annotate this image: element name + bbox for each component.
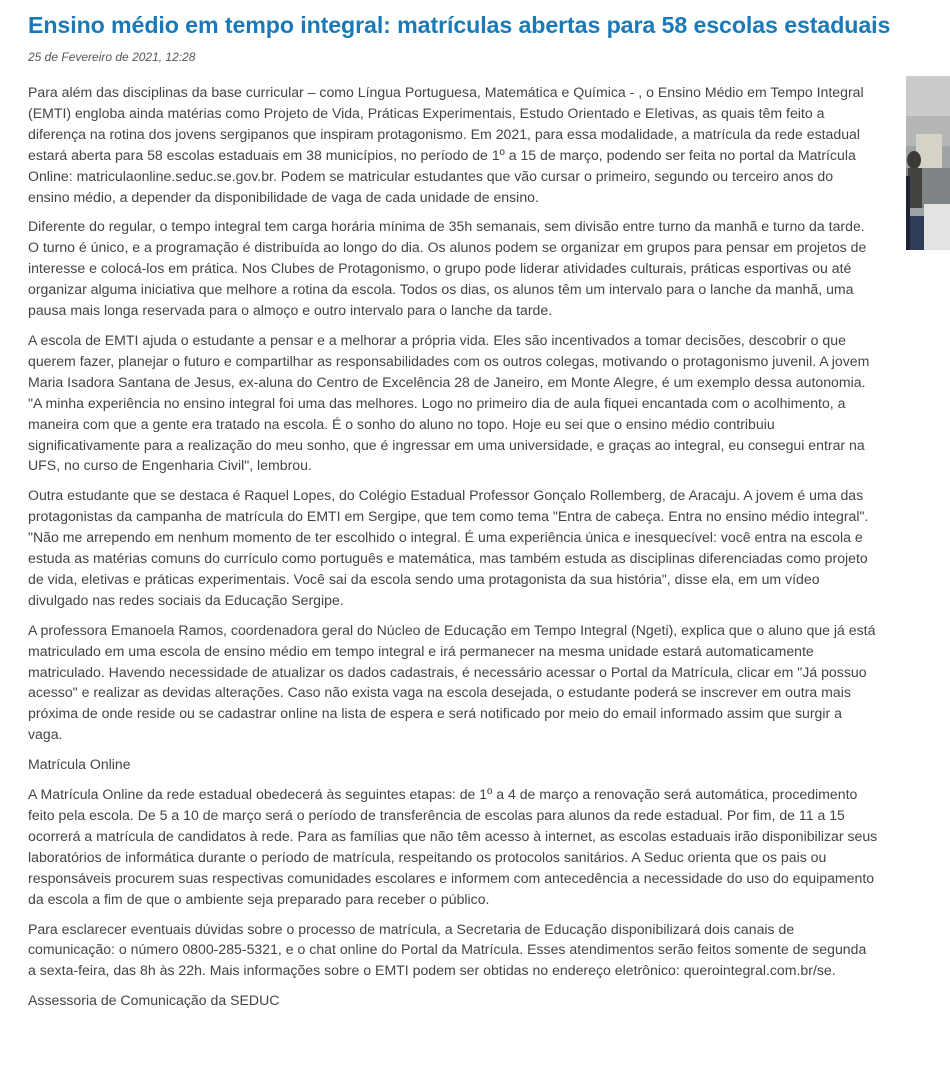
section-subheading: Matrícula Online [28,756,131,773]
paragraph-schedule: Diferente do regular, o tempo integral tem carga horária mínima de 35h semanais, sem divisão entre turno da manhã e turno da tarde. O turno é único, e a programação é distribuída ao longo do dia. Os alunos podem se organizar em grupos para pensar em projetos de interesse e colocá-los em prática. Nos Clubes de Protagonismo, o grupo pode liderar atividades culturais, práticas esportivas ou até organizar alguma iniciativa que melhore a rotina da escola. Todos os dias, os alunos têm um intervalo para o lanche da manhã, uma pausa mais longa reservada para o almoço e outro intervalo para o lanche da tarde. [28,218,867,319]
paragraph-testimonial-raquel: Outra estudante que se destaca é Raquel Lopes, do Colégio Estadual Professor Gonçalo Rollemberg, de Aracaju. A jovem é uma das protagonistas da campanha de matrícula do EMTI em Sergipe, que tem como tema "Entra de cabeça. Entra no ensino médio integral". "Não me arrependo em nenhum momento de ter escolhido o integral. É uma experiência única e inesquecível: você entra na escola e estuda as matérias comuns do currículo como português e matemática, mas também estuda as disciplinas diferenciadas como projeto de vida, eletivas e práticas experimentais. Você sai da escola sendo uma protagonista da sua história", disse ela, em um vídeo divulgado nas redes sociais da Educação Sergipe. [28,487,869,608]
article-photo [906,76,950,250]
article-credit: Assessoria de Comunicação da SEDUC [28,992,280,1009]
article-title: Ensino médio em tempo integral: matrículas abertas para 58 escolas estaduais [28,12,891,38]
article-date: 25 de Fevereiro de 2021, 12:28 [28,50,196,64]
article [28,8,908,1020]
paragraph-contact: Para esclarecer eventuais dúvidas sobre o processo de matrícula, a Secretaria de Educação disponibilizará dois canais de comunicação: o número 0800-285-5321, e o chat online do Portal da Matrícula. Esses atendimentos serão feitos somente de segunda a sexta-feira, das 8h às 22h. Mais informações sobre o EMTI podem ser obtidas no endereço eletrônico: querointegral.com.br/se. [28,920,867,979]
article-body [28,82,908,1011]
paragraph-coordinator: A professora Emanoela Ramos, coordenadora geral do Núcleo de Educação em Tempo Integral (Ngeti), explica que o aluno que já está matriculado em uma escola de ensino médio em tempo integral e irá permanecer na mesma unidade estará automaticamente matriculado. Havendo necessidade de atualizar os dados cadastrais, é necessário acessar o Portal da Matrícula, clicar em "Já possuo acesso" e realizar as devidas alterações. Caso não exista vaga na escola desejada, o estudante poderá se inscrever em outra mais próxima de onde reside ou se cadastrar online na lista de espera e será notificado por meio do email informado assim que surgir a vaga. [28,621,876,743]
paragraph-stages: A Matrícula Online da rede estadual obedecerá às seguintes etapas: de 1º a 4 de março a renovação será automática, procedimento feito pela escola. De 5 a 10 de março será o período de transferência de escolas para alunos da rede estadual. Por fim, de 11 a 15 ocorrerá a matrícula de candidatos à rede. Para as famílias que não têm acesso à internet, as escolas estaduais irão disponibilizar seus laboratórios de informática durante o período de matrícula, respeitando os protocolos sanitários. A Seduc orienta que os pais ou responsáveis procurem suas respectivas comunidades escolares e informem com antecedência a necessidade do uso do equipamento da escola a fim de que o ambiente seja preparado para receber o público. [28,786,878,907]
paragraph-testimonial-isadora: A escola de EMTI ajuda o estudante a pensar e a melhorar a própria vida. Eles são incentivados a tomar decisões, descobrir o que querem fazer, planejar o futuro e compartilhar as responsabilidades com os outros colegas, motivando o protagonismo juvenil. A jovem Maria Isadora Santana de Jesus, ex-aluna do Centro de Excelência 28 de Janeiro, em Monte Alegre, é um exemplo dessa autonomia. "A minha experiência no ensino integral foi uma das melhores. Logo no primeiro dia de aula fiquei encantada com o acolhimento, a maneira com que a gente era tratado na escola. É o sonho do aluno no topo. Hoje eu sei que o ensino médio contribuiu significativamente para a realização do meu sonho, que é ingressar em uma universidade, e graças ao integral, eu consegui entrar na UFS, no curso de Engenharia Civil", lembrou. [28,331,870,474]
paragraph-intro: Para além das disciplinas da base curricular – como Língua Portuguesa, Matemática e Química - , o Ensino Médio em Tempo Integral (EMTI) engloba ainda matérias como Projeto de Vida, Práticas Experimentais, Estudo Orientado e Eletivas, as quais têm feito a diferença na rotina dos jovens sergipanos que inspiram protagonismo. Em 2021, para essa modalidade, a matrícula da rede estadual estará aberta para 58 escolas estaduais em 38 municípios, no período de 1º a 15 de março, podendo ser feita no portal da Matrícula Online: matriculaonline.seduc.se.gov.br. Podem se matricular estudantes que vão cursar o primeiro, segundo ou terceiro anos do ensino médio, a depender da disponibilidade de vaga de cada unidade de ensino. [28,84,864,205]
